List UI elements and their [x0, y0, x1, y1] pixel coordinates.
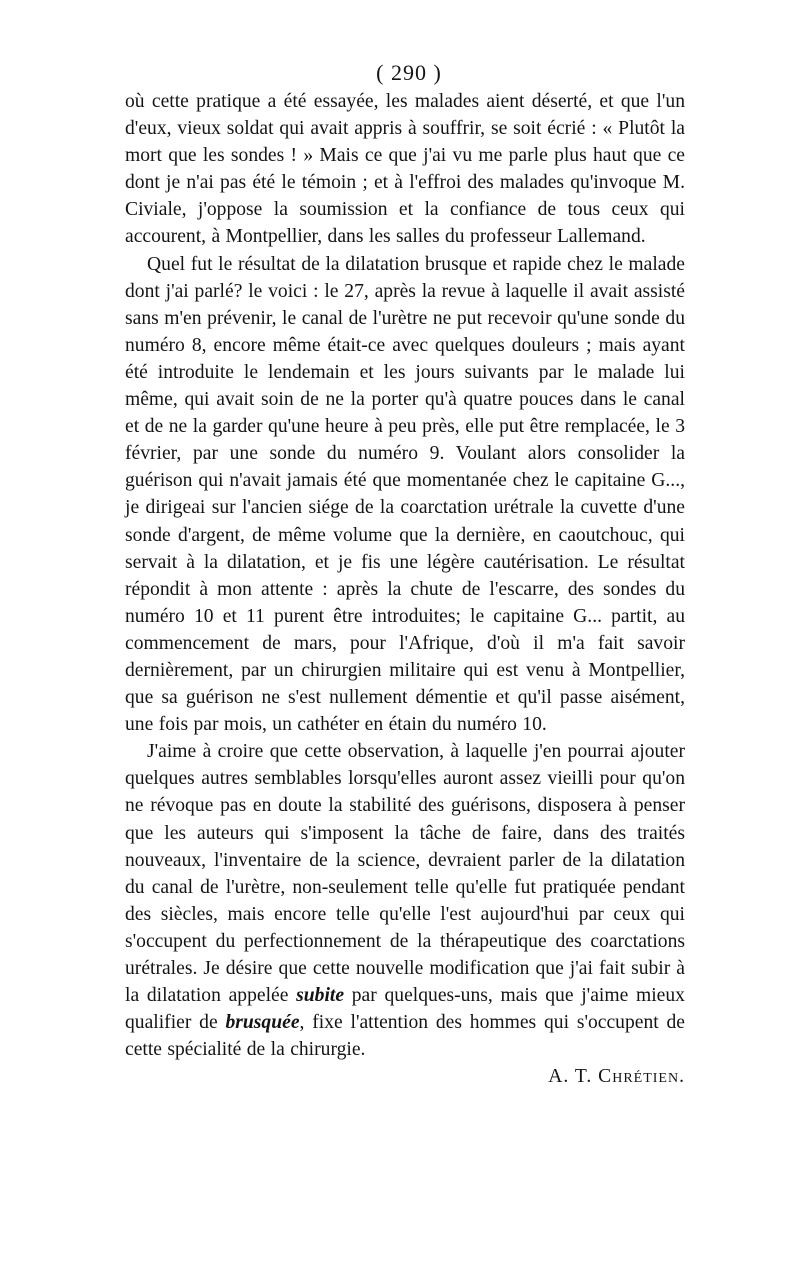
document-page: [125, 58, 685, 1090]
conclusion-text-middle: par quelques-uns, mais que j'aime mieux qualifier de: [125, 985, 685, 1034]
author-signature: [125, 1063, 685, 1090]
paragraph-result: Quel fut le résultat de la dilatation brusque et rapide chez le malade dont j'ai parlé? le voici : le 27, après la revue à laquelle il avait assisté sans m'en prévenir, le canal de l'urètre ne put recevoir qu'une sonde du numéro 8, encore même était-ce avec quelques douleurs ; mais ayant été introduite le lendemain et les jours suivants par le malade lui même, qui avait soin de ne la porter qu'à quatre pouces dans le canal et de ne la garder qu'une heure à peu près, elle put être remplacée, le 3 février, par une sonde du numéro 9. Voulant alors consolider la guérison qui n'avait jamais été que momentanée chez le capitaine G..., je dirigeai sur l'ancien siége de la coarctation urétrale la cuvette d'une sonde d'argent, de même volume que la dernière, en caoutchouc, qui servait à la dilatation, et je fis une légère cautérisation. Le résultat répondit à mon attente : après la chute de l'escarre, des sondes du numéro 10 et 11 purent être introduites; le capitaine G... partit, au commencement de mars, pour l'Afrique, d'où il m'a fait savoir dernièrement, par un chirurgien militaire qui est venu à Montpellier, que sa guérison ne s'est nullement démentie et qu'il passe aisément, une fois par mois, un cathéter en étain du numéro 10.: [125, 253, 685, 736]
conclusion-text-start: J'aime à croire que cette observation, à laquelle j'en pourrai ajouter quelques autres semblables lorsqu'elles auront assez vieilli pour qu'on ne révoque pas en doute la stabilité des guérisons, disposera à penser que les auteurs qui s'imposent la tâche de faire, dans des traités nouveaux, l'inventaire de la science, devraient parler de la dilatation du canal de l'urètre, non-seulement telle qu'elle fut pratiquée pendant des siècles, mais encore telle qu'elle l'est aujourd'hui par ceux qui s'occupent du perfectionnement de la thérapeutique des coarctations urétrales. Je désire que cette nouvelle modification que j'ai fait subir à la dilatation appelée: [125, 741, 685, 1007]
page-number: ( 290 ): [376, 60, 442, 85]
emphasis-subite: subite: [296, 985, 345, 1007]
paragraph-conclusion: [125, 738, 685, 1063]
conclusion-text-end: , fixe l'attention des hommes qui s'occupent de cette spécialité de la chirurgie.: [125, 1012, 685, 1061]
emphasis-brusquee: brusquée: [225, 1012, 300, 1034]
author-name: A. T. Chrétien.: [548, 1066, 685, 1088]
paragraph-continued: où cette pratique a été essayée, les malades aient déserté, et que l'un d'eux, vieux soldat qui avait appris à souffrir, se soit écrié : « Plutôt la mort que les sondes ! » Mais ce que j'ai vu me parle plus haut que ce dont je n'ai pas été le témoin ; et à l'effroi des malades qu'invoque M. Civiale, j'oppose la soumission et la confiance de tous ceux qui accourent, à Montpellier, dans les salles du professeur Lallemand.: [125, 91, 685, 248]
